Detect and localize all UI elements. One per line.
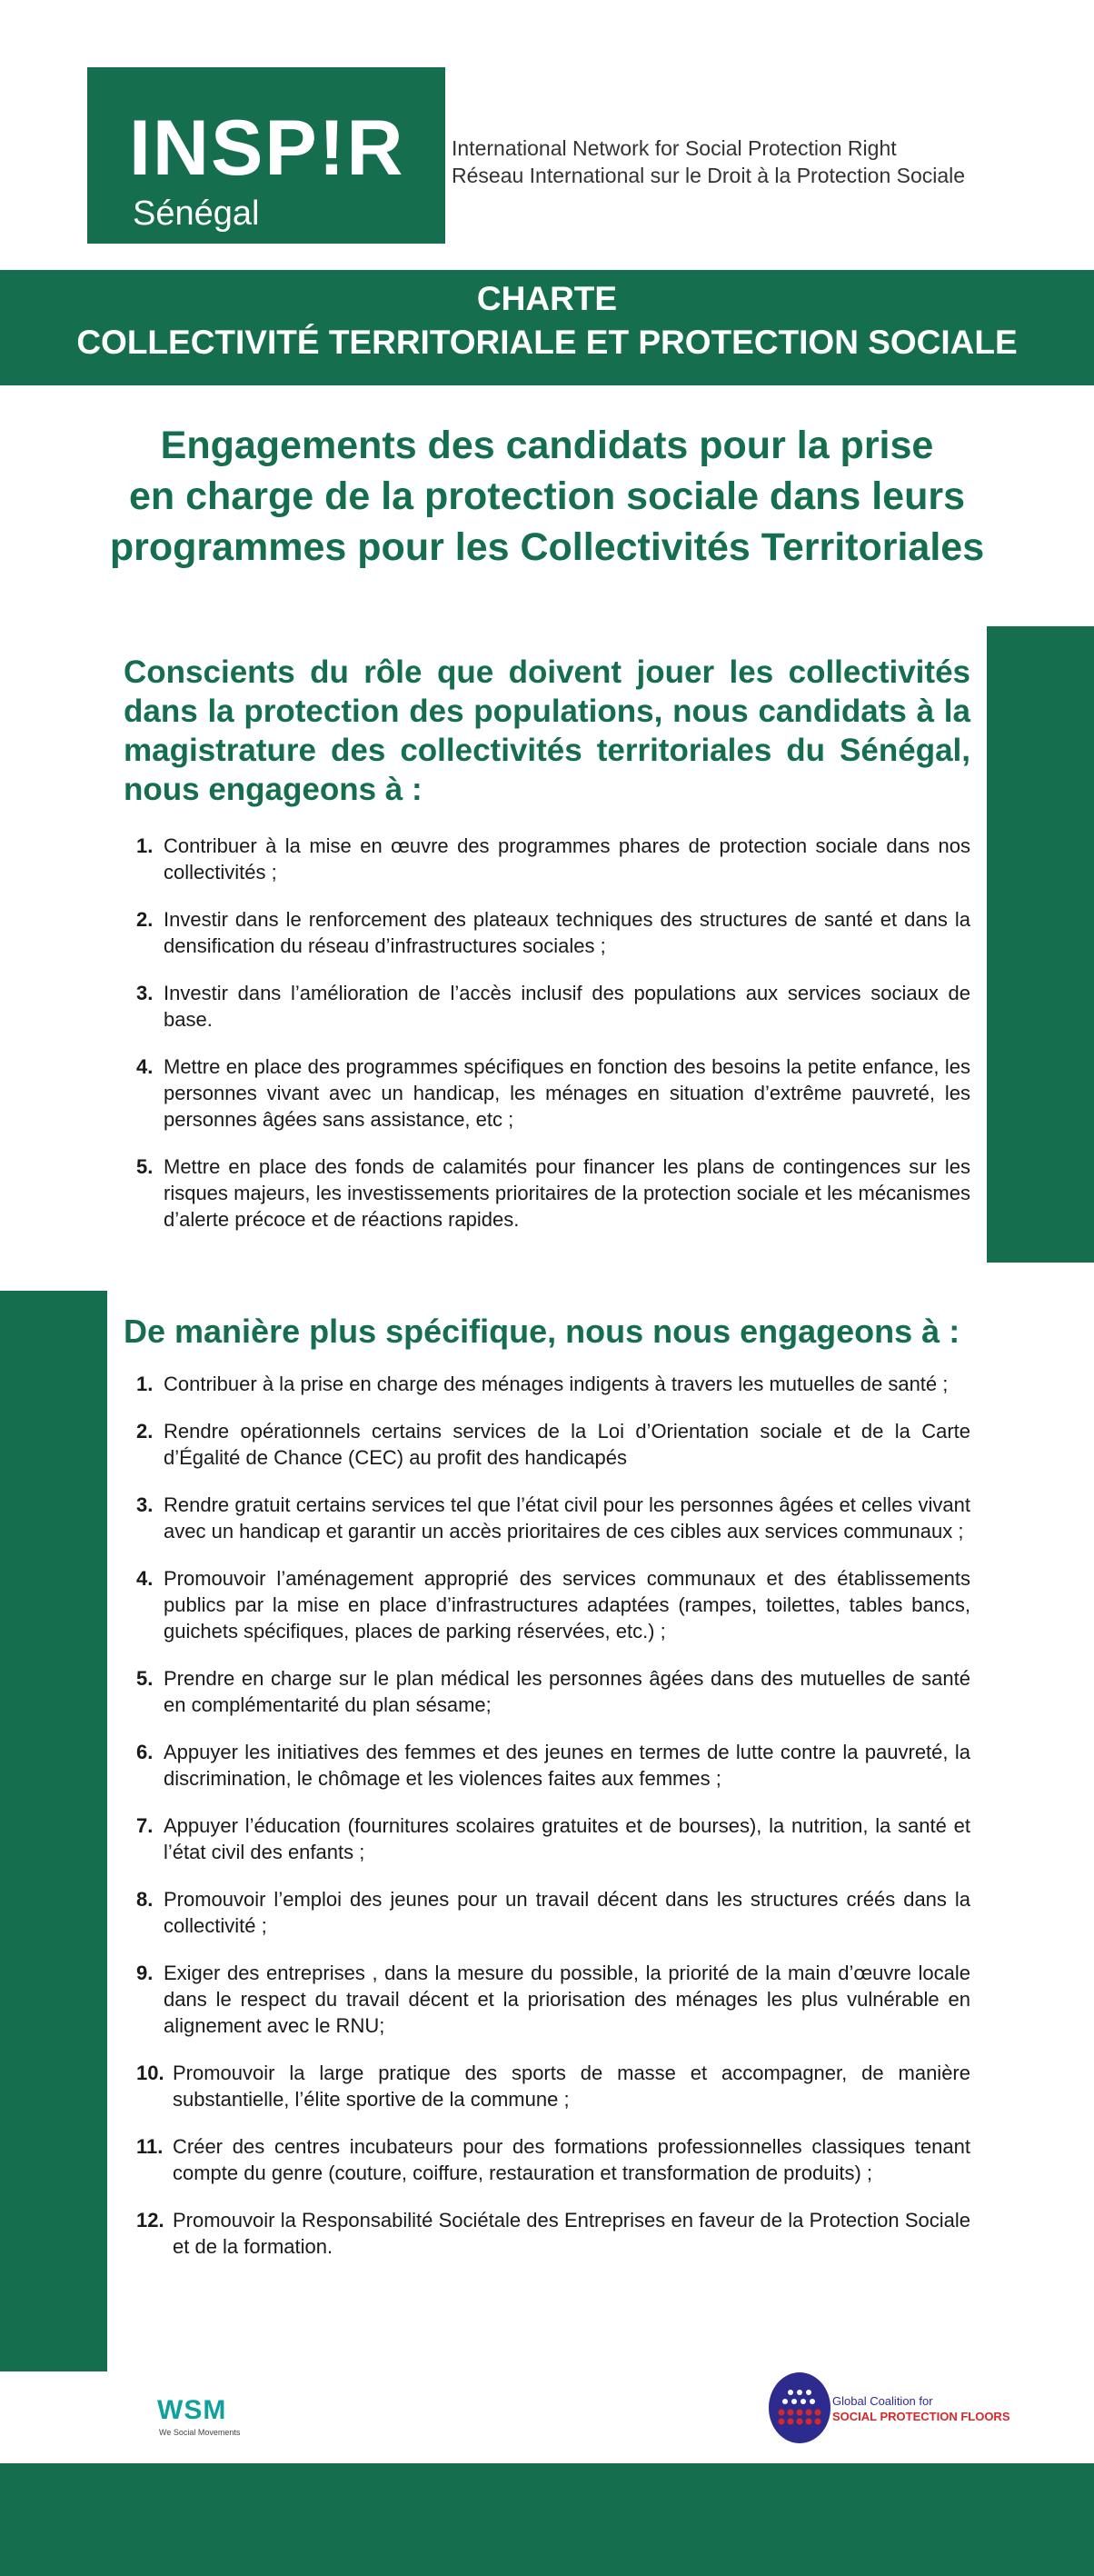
dots-icon: [769, 2372, 830, 2443]
logo-country: Sénégal: [133, 195, 260, 233]
list-item: [136, 1371, 970, 1397]
charter-label: CHARTE: [476, 280, 618, 317]
item-number: 4.: [136, 1055, 154, 1078]
general-commitments-list: [136, 833, 970, 1253]
item-text: Promouvoir la large pratique des sports de masse et accompagner, de manière substantielle, l’élite sportive de la commune ;: [173, 2062, 970, 2111]
item-number: 1.: [136, 834, 154, 857]
list-item: [136, 1812, 970, 1865]
item-number: 5.: [136, 1667, 154, 1690]
network-name-fr: Réseau International sur le Droit à la Protection Sociale: [452, 164, 966, 187]
item-text: Mettre en place des programmes spécifiques en fonction des besoins la petite enfance, les personnes vivant avec un handicap, les ménages en situation d’extrême pauvreté, les personnes âgées sans assistance, etc ;: [164, 1055, 970, 1131]
item-text: Investir dans le renforcement des plateaux techniques des structures de santé et dans la densification du réseau d’infrastructures sociales ;: [164, 908, 970, 957]
list-item: [136, 2207, 970, 2260]
list-item: [136, 1886, 970, 1939]
globe-icon: [769, 2372, 830, 2443]
gcspf-name-line1: Global Coalition for: [832, 2394, 933, 2408]
list-item: [136, 1492, 970, 1544]
list-item: [136, 2133, 970, 2186]
charter-banner: [0, 270, 1094, 385]
list-item: [136, 2060, 970, 2112]
wsm-tagline: We Social Movements: [159, 2428, 241, 2437]
item-number: 12.: [136, 2209, 164, 2232]
network-name-en: International Network for Social Protection Right: [452, 136, 897, 160]
item-text: Investir dans l’amélioration de l’accès inclusif des populations aux services sociaux de base.: [164, 982, 970, 1031]
charter-subject: COLLECTIVITÉ TERRITORIALE ET PROTECTION SOCIALE: [76, 324, 1018, 361]
item-text: Promouvoir l’emploi des jeunes pour un travail décent dans les structures créés dans la collectivité ;: [164, 1888, 970, 1937]
item-number: 3.: [136, 982, 154, 1004]
section-heading: De manière plus spécifique, nous nous engageons à :: [124, 1313, 960, 1350]
list-item: [136, 833, 970, 885]
item-text: Promouvoir l’aménagement approprié des services communaux et des établissements publics par la mise en place d’infrastructures adaptées (rampes, toilettes, tables bancs, guichets spécifiques, places de parking réservées, etc.) ;: [164, 1567, 970, 1642]
network-name: [452, 135, 965, 189]
item-text: Appuyer les initiatives des femmes et des jeunes en termes de lutte contre la pauvreté, la discrimination, le chômage et les violences faites aux femmes ;: [164, 1741, 970, 1790]
list-item: [136, 1565, 970, 1644]
gcspf-logo: [769, 2372, 1010, 2445]
list-item: [136, 980, 970, 1033]
wsm-logo: [157, 2395, 257, 2439]
inspir-logo: [87, 67, 445, 244]
item-text: Rendre gratuit certains services tel que l’état civil pour les personnes âgées et celles vivant avec un handicap et garantir un accès prioritaires de ces cibles aux services communaux ;: [164, 1493, 970, 1543]
item-text: Prendre en charge sur le plan médical les personnes âgées dans des mutuelles de santé en complémentarité du plan sésame;: [164, 1667, 970, 1716]
gcspf-name-line2: SOCIAL PROTECTION FLOORS: [832, 2410, 1010, 2423]
decorative-bar-left: [0, 1291, 107, 2371]
title-line: Engagements des candidats pour la prise: [160, 424, 934, 467]
intro-lead: Conscients du rôle que doivent jouer les collectivités dans la protection des populations, nous candidats à la magistrature des collectivités territoriales du Sénégal, nous engageons à :: [124, 654, 970, 807]
logo-wordmark: INSP!R: [129, 105, 405, 192]
item-number: 2.: [136, 1420, 154, 1443]
item-number: 2.: [136, 908, 154, 931]
item-number: 1.: [136, 1373, 154, 1395]
item-number: 9.: [136, 1962, 154, 1984]
page-title: [55, 420, 1039, 573]
specific-commitments-list: [136, 1371, 970, 2281]
item-number: 6.: [136, 1741, 154, 1763]
list-item: [136, 906, 970, 959]
wsm-wordmark: WSM: [157, 2395, 227, 2425]
footer-band: [0, 2463, 1094, 2576]
item-text: Promouvoir la Responsabilité Sociétale des Entreprises en faveur de la Protection Sociale et de la formation.: [173, 2209, 970, 2258]
title-line: en charge de la protection sociale dans leurs: [128, 474, 966, 518]
list-item: [136, 1418, 970, 1471]
title-line: programmes pour les Collectivités Territoriales: [109, 525, 985, 569]
list-item: [136, 1960, 970, 2039]
list-item: [136, 1053, 970, 1133]
item-number: 7.: [136, 1814, 154, 1837]
item-number: 5.: [136, 1155, 154, 1178]
item-number: 8.: [136, 1888, 154, 1911]
item-text: Mettre en place des fonds de calamités pour financer les plans de contingences sur les risques majeurs, les investissements prioritaires de la protection sociale et les mécanismes d’alerte précoce et de réactions rapides.: [164, 1155, 970, 1231]
item-text: Contribuer à la prise en charge des ménages indigents à travers les mutuelles de santé ;: [164, 1373, 949, 1395]
item-text: Contribuer à la mise en œuvre des programmes phares de protection sociale dans nos collectivités ;: [164, 834, 970, 884]
item-number: 10.: [136, 2062, 164, 2084]
item-text: Appuyer l’éducation (fournitures scolaires gratuites et de bourses), la nutrition, la santé et l’état civil des enfants ;: [164, 1814, 970, 1863]
item-text: Rendre opérationnels certains services de la Loi d’Orientation sociale et de la Carte d’Égalité de Chance (CEC) au profit des handicapés: [164, 1420, 970, 1469]
item-number: 3.: [136, 1493, 154, 1516]
item-number: 4.: [136, 1567, 154, 1590]
list-item: [136, 1665, 970, 1718]
list-item: [136, 1153, 970, 1233]
item-text: Exiger des entreprises , dans la mesure du possible, la priorité de la main d’œuvre locale dans le respect du travail décent et la priorisation des ménages les plus vulnérable en alignement avec le RNU;: [164, 1962, 970, 2037]
item-number: 11.: [136, 2135, 164, 2158]
item-text: Créer des centres incubateurs pour des formations professionnelles classiques tenant compte du genre (couture, coiffure, restauration et transformation de produits) ;: [173, 2135, 970, 2184]
list-item: [136, 1739, 970, 1792]
decorative-bar-right: [987, 626, 1094, 1263]
